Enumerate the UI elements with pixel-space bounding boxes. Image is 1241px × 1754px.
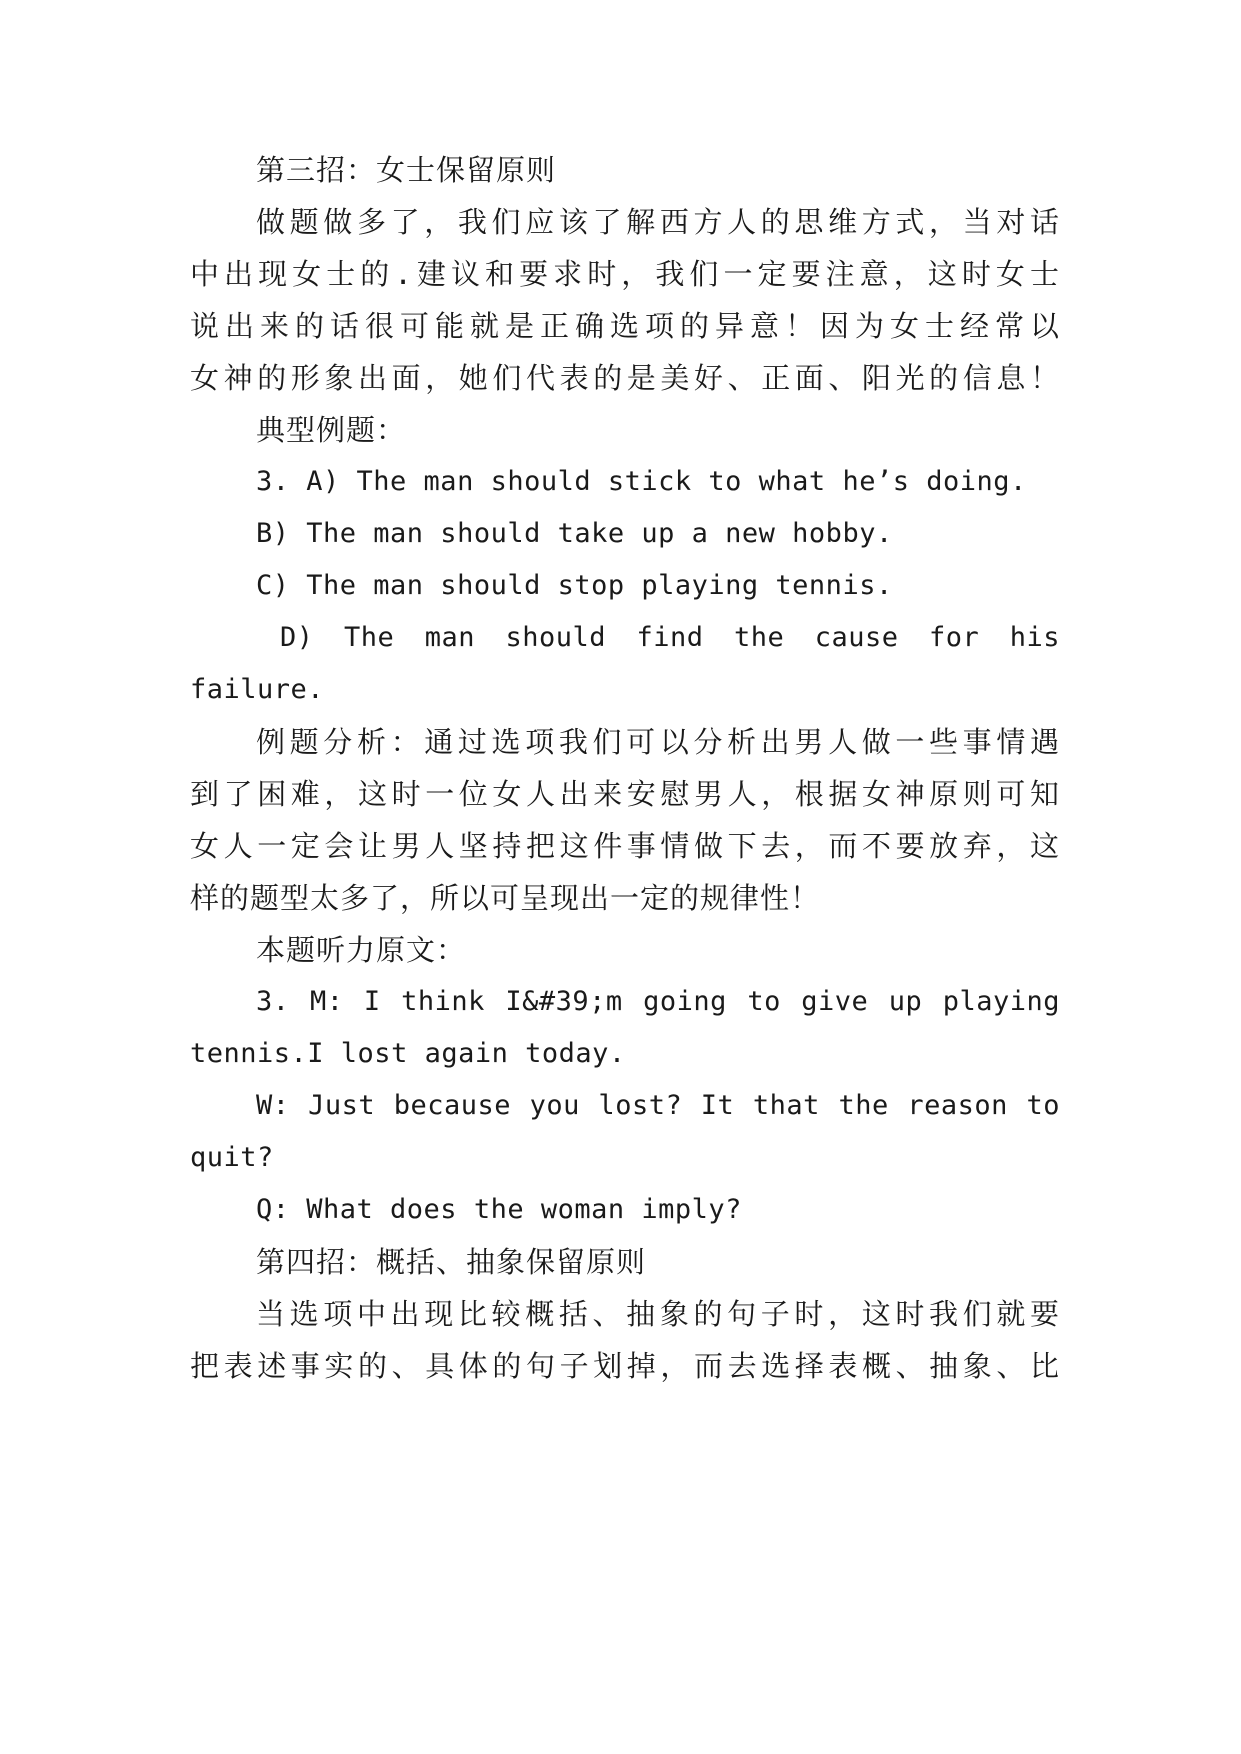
section-heading-tip-3: 第三招：女士保留原则 xyxy=(256,153,557,187)
paragraph-line: 把表述事实的、具体的句子划掉，而去选择表概、抽象、比 xyxy=(190,1349,1060,1383)
paragraph-line: 说出来的话很可能就是正确选项的异意！因为女士经常以 xyxy=(190,309,1060,343)
option-a: 3. A) The man should stick to what he’s doing. xyxy=(256,466,1027,497)
example-heading: 典型例题： xyxy=(256,413,407,447)
paragraph-line: 女神的形象出面，她们代表的是美好、正面、阳光的信息！ xyxy=(190,361,1060,395)
option-c: C) The man should stop playing tennis. xyxy=(256,570,893,601)
analysis-line: 样的题型太多了，所以可呈现出一定的规律性！ xyxy=(190,881,821,915)
transcript-woman-continued: quit? xyxy=(190,1142,274,1173)
option-d: D) The man should find the cause for his xyxy=(280,622,1060,653)
section-heading-tip-4: 第四招：概括、抽象保留原则 xyxy=(256,1245,647,1279)
transcript-heading: 本题听力原文： xyxy=(256,933,467,967)
analysis-line: 例题分析：通过选项我们可以分析出男人做一些事情遇 xyxy=(256,725,1060,759)
analysis-line: 到了困难，这时一位女人出来安慰男人，根据女神原则可知 xyxy=(190,777,1060,811)
transcript-man-continued: tennis.I lost again today. xyxy=(190,1038,626,1069)
paragraph-line: 做题做多了，我们应该了解西方人的思维方式，当对话 xyxy=(256,205,1060,239)
option-d-continued: failure. xyxy=(190,674,325,705)
paragraph-line: 当选项中出现比较概括、抽象的句子时，这时我们就要 xyxy=(256,1297,1060,1331)
analysis-line: 女人一定会让男人坚持把这件事情做下去，而不要放弃，这 xyxy=(190,829,1060,863)
option-b: B) The man should take up a new hobby. xyxy=(256,518,893,549)
transcript-man: 3. M: I think I&#39;m going to give up playing xyxy=(256,986,1060,1017)
transcript-question: Q: What does the woman imply? xyxy=(256,1194,742,1225)
paragraph-line: 中出现女士的.建议和要求时，我们一定要注意，这时女士 xyxy=(190,257,1060,291)
transcript-woman: W: Just because you lost? It that the reason to xyxy=(256,1090,1060,1121)
